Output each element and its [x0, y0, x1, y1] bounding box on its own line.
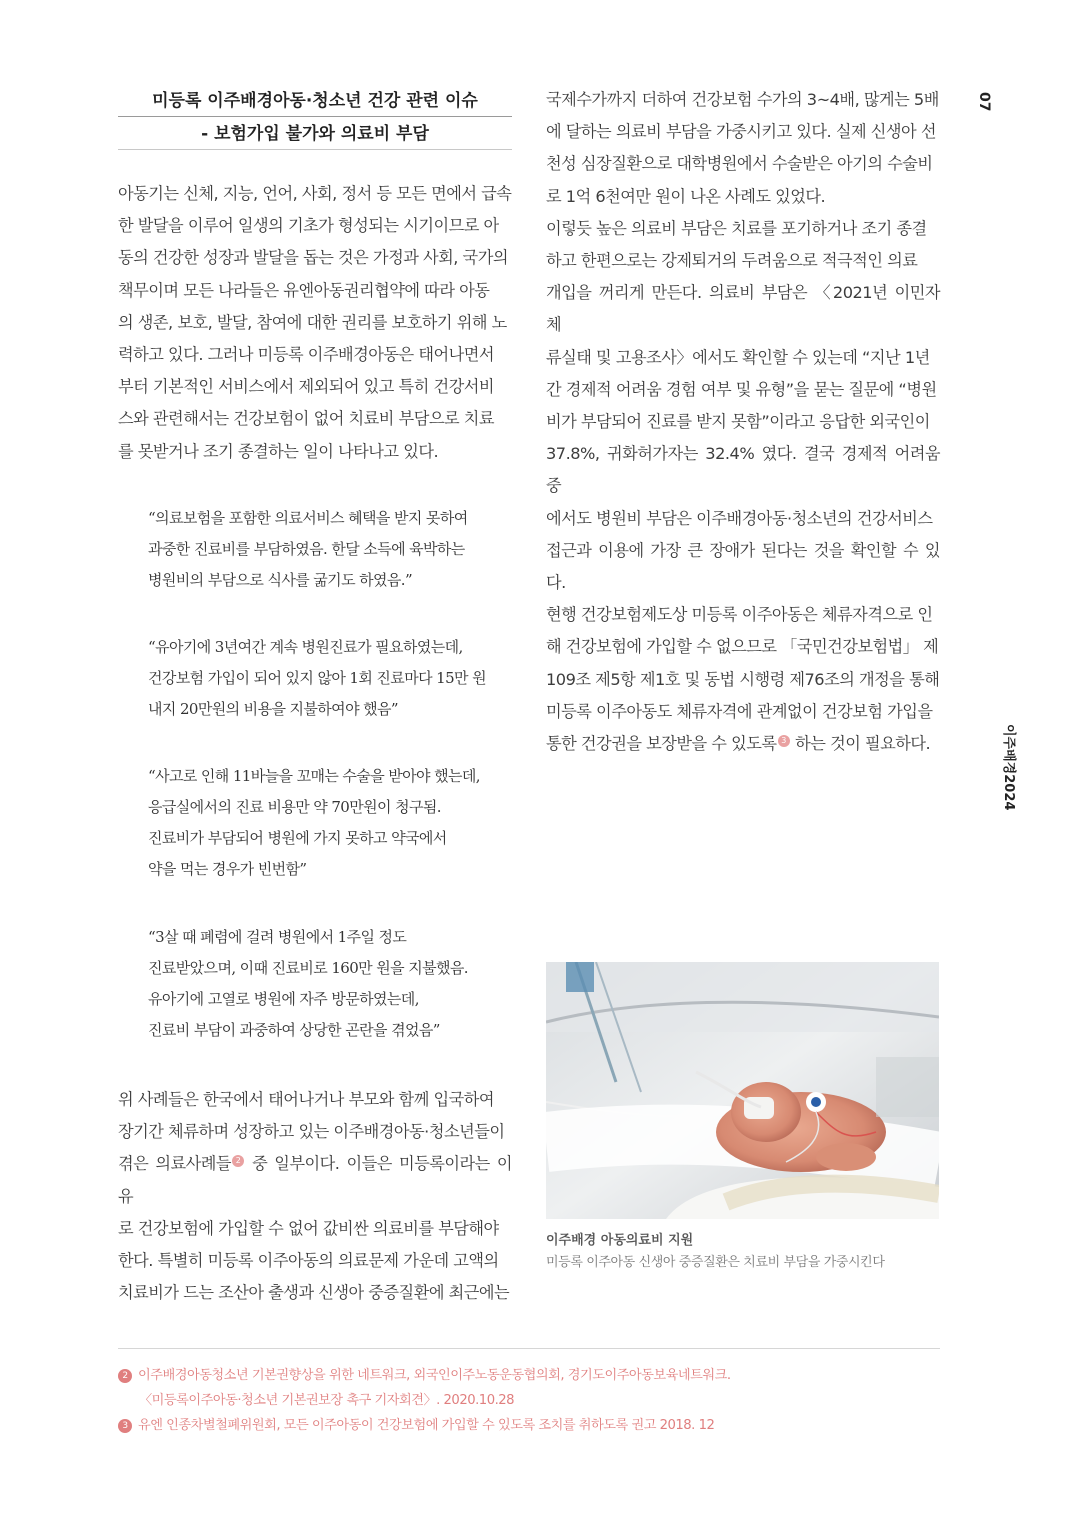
quote-line: 약을 먹는 경우가 빈번함”: [148, 860, 307, 878]
text-fragment: 중 일부이다. 이들은 미등록이라는 이유: [118, 1154, 512, 1206]
text-line: 아동기는 신체, 지능, 언어, 사회, 정서 등 모든 면에서 급속: [118, 184, 512, 203]
footnote-marker[interactable]: 3: [778, 735, 790, 747]
section-heading: [118, 86, 512, 150]
text-line: 미등록 이주아동도 체류자격에 관계없이 건강보험 가입을: [546, 701, 933, 721]
intro-paragraph: [118, 178, 512, 468]
text-fragment: 하는 것이 필요하다.: [790, 734, 931, 754]
text-line: 의 생존, 보호, 발달, 참여에 대한 권리를 보호하기 위해 노: [118, 312, 507, 332]
magazine-name: 이주배경2024: [1001, 724, 1016, 811]
text-line: 개입을 꺼리게 만든다. 의료비 부담은 〈2021년 이민자 체: [546, 283, 940, 335]
text-line: 37.8%, 귀화허가자는 32.4% 였다. 결국 경제적 어려움 중: [546, 444, 940, 496]
quote-line: 진료비가 부담되어 병원에 가지 못하고 약국에서: [148, 829, 447, 847]
text-line: [546, 728, 940, 760]
text-line: 해 건강보험에 가입할 수 없으므로 「국민건강보험법」 제: [546, 637, 939, 657]
footnote-number: 3: [118, 1419, 132, 1433]
quote-line: 내지 20만원의 비용을 지불하여야 했음”: [148, 700, 398, 718]
footnote-marker[interactable]: 2: [232, 1155, 244, 1167]
case-quote: [148, 922, 508, 1046]
case-quote: [148, 632, 508, 725]
text-line: 국제수가까지 더하여 건강보험 수가의 3~4배, 많게는 5배: [546, 90, 939, 109]
quote-line: 진료받았으며, 이때 진료비로 160만 원을 지불했음.: [148, 959, 468, 977]
text-line: 스와 관련해서는 건강보험이 없어 치료비 부담으로 치료: [118, 409, 495, 429]
text-line: 력하고 있다. 그러나 미등록 이주배경아동은 태어나면서: [118, 345, 495, 365]
text-line: 위 사례들은 한국에서 태어나거나 부모와 함께 입국하여: [118, 1090, 495, 1109]
footnote-text: 유엔 인종차별철폐위원회, 모든 이주아동이 건강보험에 가입할 수 있도록 조치를 취하도록 권고 2018. 12: [138, 1418, 715, 1433]
text-line: 한 발달을 이루어 일생의 기초가 형성되는 시기이므로 아: [118, 216, 499, 236]
text-line: 로 건강보험에 가입할 수 없어 값비싼 의료비를 부담해야: [118, 1218, 499, 1238]
text-line: 비가 부담되어 진료를 받지 못함”이라고 응답한 외국인이: [546, 412, 930, 432]
text-line: 간 경제적 어려움 경험 여부 및 유형”을 묻는 질문에 “병원: [546, 379, 937, 399]
text-line: [118, 1148, 512, 1212]
footnote-text: 이주배경아동청소년 기본권향상을 위한 네트워크, 외국인이주노동운동협의회, 경기도이주아동보육네트워크.: [138, 1368, 731, 1383]
text-line: 현행 건강보험제도상 미등록 이주아동은 체류자격으로 인: [546, 605, 933, 625]
text-line: 에 달하는 의료비 부담을 가중시키고 있다. 실제 신생아 선: [546, 122, 936, 142]
page-number: 07: [976, 92, 992, 112]
text-line: 류실태 및 고용조사〉에서도 확인할 수 있는데 “지난 1년: [546, 347, 930, 367]
footnote-number: 2: [118, 1369, 132, 1383]
text-line: 동의 건강한 성장과 발달을 돕는 것은 가정과 사회, 국가의: [118, 248, 508, 268]
text-line: 치료비가 드는 조산아 출생과 신생아 중증질환에 최근에는: [118, 1283, 510, 1303]
text-line: 하고 한편으로는 강제퇴거의 두려움으로 적극적인 의료: [546, 251, 918, 271]
text-line: 를 못받거나 조기 종결하는 일이 나타나고 있다.: [118, 441, 439, 461]
quote-line: “3살 때 폐렴에 걸려 병원에서 1주일 정도: [148, 928, 407, 946]
heading-line1: 미등록 이주배경아동·청소년 건강 관련 이슈: [118, 86, 512, 117]
text-line: 이렇듯 높은 의료비 부담은 치료를 포기하거나 조기 종결: [546, 218, 927, 238]
text-line: 한다. 특별히 미등록 이주아동의 의료문제 가운데 고액의: [118, 1251, 499, 1271]
text-line: 책무이며 모든 나라들은 유엔아동권리협약에 따라 아동: [118, 280, 490, 300]
right-column-text: [546, 84, 940, 760]
footnote-2: [118, 1364, 731, 1383]
summary-paragraph: [118, 1084, 512, 1309]
quote-line: “유아기에 3년여간 계속 병원진료가 필요하였는데,: [148, 638, 463, 656]
text-line: 109조 제5항 제1호 및 동법 시행령 제76조의 개정을 통해: [546, 669, 940, 689]
quote-line: “의료보험을 포함한 의료서비스 혜택을 받지 못하여: [148, 509, 468, 527]
text-line: 에서도 병원비 부담은 이주배경아동·청소년의 건강서비스: [546, 508, 933, 528]
text-line: 로 1억 6천여만 원이 나온 사례도 있었다.: [546, 186, 826, 206]
text-line: 부터 기본적인 서비스에서 제외되어 있고 특히 건강서비: [118, 377, 495, 397]
text-fragment: 통한 건강권을 보장받을 수 있도록: [546, 734, 777, 754]
footnote-3: [118, 1414, 714, 1433]
newborn-incubator-photo: [546, 962, 939, 1219]
text-line: 천성 심장질환으로 대학병원에서 수술받은 아기의 수술비: [546, 154, 933, 174]
footnote-2-continued: 〈미등록이주아동·청소년 기본권보장 촉구 기자회견〉. 2020.10.28: [139, 1393, 515, 1408]
heading-line2: - 보험가입 불가와 의료비 부담: [118, 119, 512, 150]
quote-line: 응급실에서의 진료 비용만 약 70만원이 청구됨.: [148, 798, 441, 816]
photo-caption-title: 이주배경 아동의료비 지원: [546, 1233, 694, 1248]
case-quote: [148, 761, 508, 885]
footnote-divider: [118, 1348, 940, 1349]
photo-caption-text: 미등록 이주아동 신생아 중증질환은 치료비 부담을 가중시킨다: [546, 1255, 885, 1270]
quote-line: “사고로 인해 11바늘을 꼬매는 수술을 받아야 했는데,: [148, 767, 480, 785]
text-line: 장기간 체류하며 성장하고 있는 이주배경아동·청소년들이: [118, 1122, 505, 1142]
text-fragment: 겪은 의료사례들: [118, 1154, 232, 1174]
quote-line: 건강보험 가입이 되어 있지 않아 1회 진료마다 15만 원: [148, 669, 486, 687]
text-line: 접근과 이용에 가장 큰 장애가 된다는 것을 확인할 수 있다.: [546, 540, 940, 593]
quote-line: 진료비 부담이 과중하여 상당한 곤란을 겪었음”: [148, 1021, 440, 1039]
quote-line: 과중한 진료비를 부담하였음. 한달 소득에 육박하는: [148, 540, 465, 558]
case-quote: [148, 503, 508, 596]
quote-line: 유아기에 고열로 병원에 자주 방문하였는데,: [148, 990, 419, 1008]
quote-line: 병원비의 부담으로 식사를 굶기도 하였음.”: [148, 571, 413, 589]
